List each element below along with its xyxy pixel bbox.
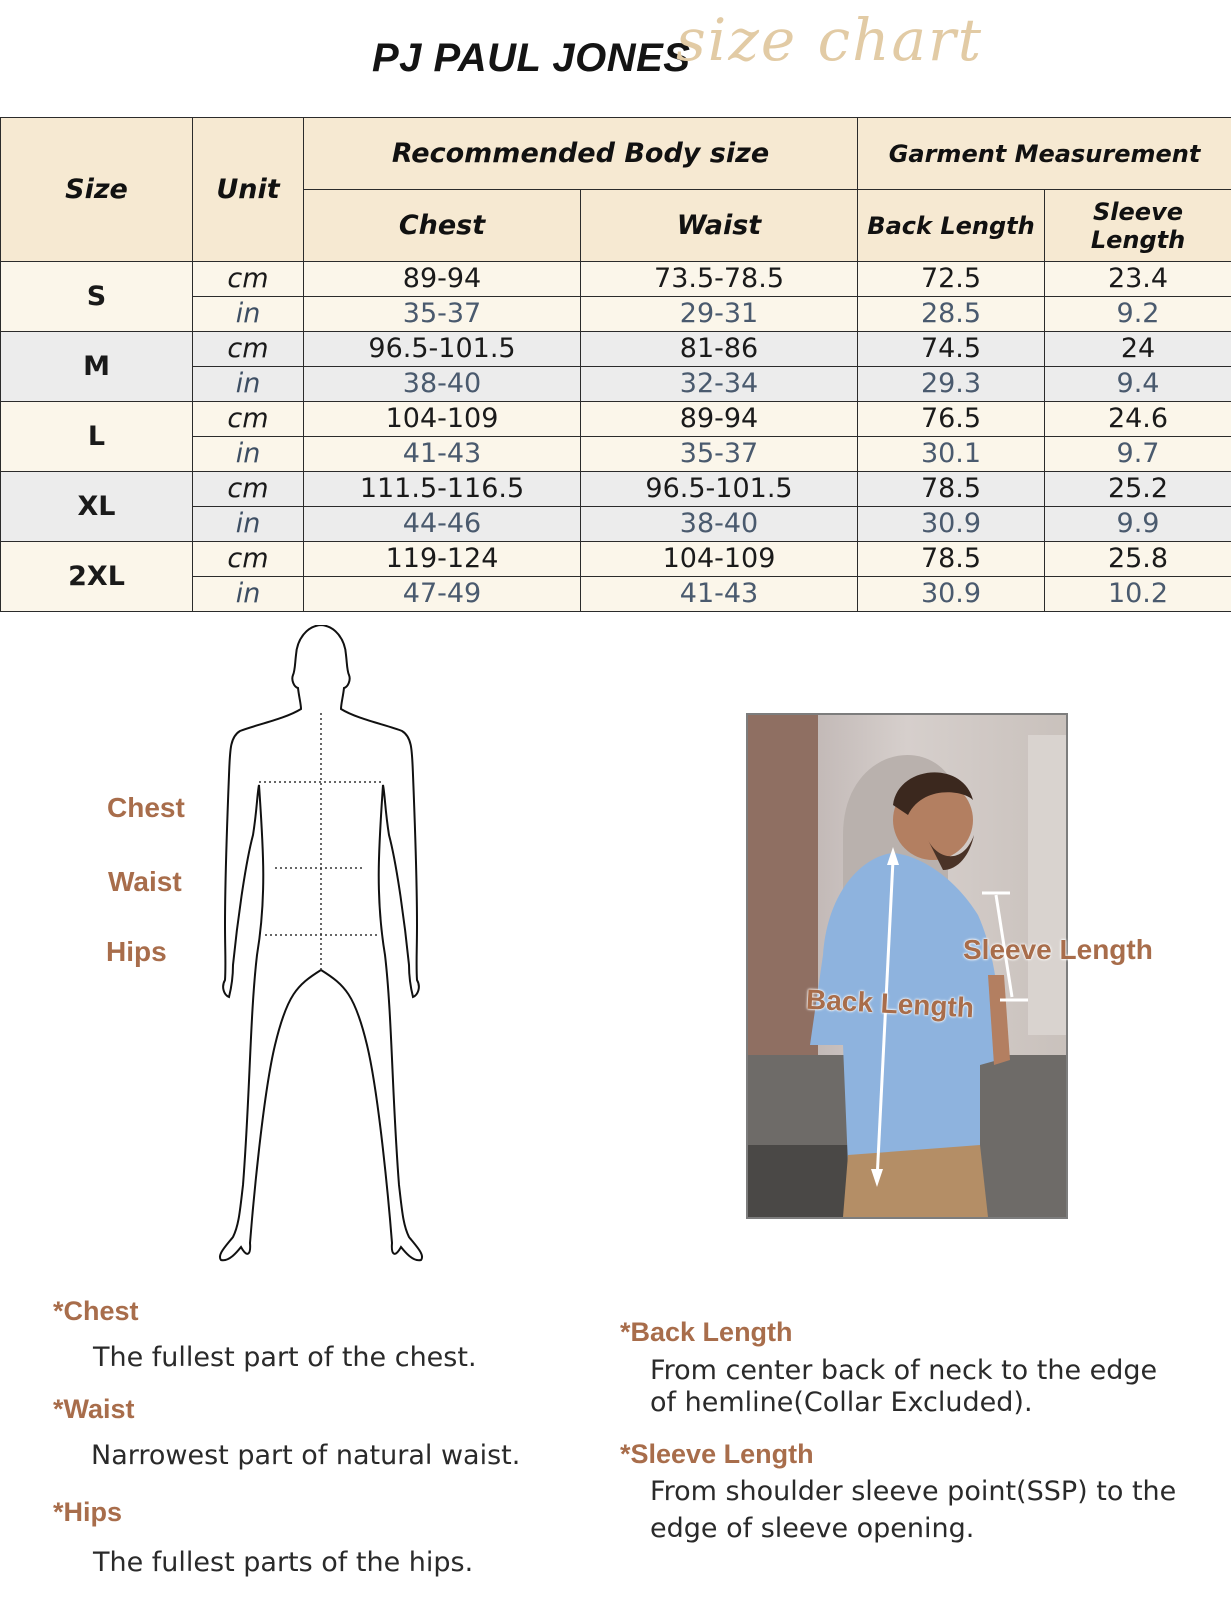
col-size-header: Size (1, 118, 193, 262)
def-back-length-text-2: of hemline(Collar Excluded). (650, 1387, 1033, 1418)
unit-cell: in (193, 297, 304, 332)
value-cell: 28.5 (858, 297, 1045, 332)
value-cell: 24.6 (1045, 402, 1231, 437)
unit-cell: cm (193, 542, 304, 577)
value-cell: 29-31 (581, 297, 858, 332)
value-cell: 73.5-78.5 (581, 262, 858, 297)
value-cell: 47-49 (304, 577, 581, 612)
value-cell: 30.1 (858, 437, 1045, 472)
value-cell: 104-109 (581, 542, 858, 577)
value-cell: 9.7 (1045, 437, 1231, 472)
value-cell: 104-109 (304, 402, 581, 437)
value-cell: 72.5 (858, 262, 1045, 297)
value-cell: 25.2 (1045, 472, 1231, 507)
value-cell: 30.9 (858, 507, 1045, 542)
def-waist-text: Narrowest part of natural waist. (91, 1440, 521, 1471)
table-row (1, 472, 1231, 507)
photo-label-back-length: Back Length (805, 983, 975, 1024)
group-body-header: Recommended Body size (304, 118, 858, 190)
size-cell: 2XL (1, 542, 193, 612)
unit-cell: in (193, 507, 304, 542)
value-cell: 89-94 (304, 262, 581, 297)
value-cell: 44-46 (304, 507, 581, 542)
size-cell: M (1, 332, 193, 402)
def-hips-heading: *Hips (53, 1497, 123, 1527)
table-row (1, 542, 1231, 577)
size-table (0, 117, 1231, 612)
value-cell: 41-43 (304, 437, 581, 472)
def-chest-text: The fullest part of the chest. (93, 1342, 477, 1373)
size-cell: XL (1, 472, 193, 542)
def-back-length-text-1: From center back of neck to the edge (650, 1355, 1158, 1386)
size-cell: S (1, 262, 193, 332)
unit-cell: cm (193, 472, 304, 507)
def-chest-heading: *Chest (53, 1296, 139, 1326)
value-cell: 96.5-101.5 (581, 472, 858, 507)
figure-label-waist: Waist (108, 866, 182, 897)
unit-cell: cm (193, 402, 304, 437)
unit-cell: cm (193, 332, 304, 367)
unit-cell: in (193, 367, 304, 402)
value-cell: 9.4 (1045, 367, 1231, 402)
value-cell: 35-37 (304, 297, 581, 332)
value-cell: 23.4 (1045, 262, 1231, 297)
value-cell: 38-40 (581, 507, 858, 542)
value-cell: 32-34 (581, 367, 858, 402)
value-cell: 35-37 (581, 437, 858, 472)
body-outline-figure (215, 625, 435, 1270)
def-sleeve-length-text-1: From shoulder sleeve point(SSP) to the (650, 1476, 1177, 1507)
value-cell: 78.5 (858, 542, 1045, 577)
value-cell: 9.9 (1045, 507, 1231, 542)
size-chart-script-title: size chart (676, 6, 984, 74)
unit-cell: in (193, 577, 304, 612)
def-back-length-heading: *Back Length (620, 1317, 793, 1347)
size-cell: L (1, 402, 193, 472)
group-garment-header: Garment Measurement (858, 118, 1231, 190)
value-cell: 74.5 (858, 332, 1045, 367)
def-hips-text: The fullest parts of the hips. (93, 1547, 474, 1578)
col-back-length-header: Back Length (858, 190, 1045, 262)
value-cell: 10.2 (1045, 577, 1231, 612)
def-waist-heading: *Waist (53, 1394, 135, 1424)
value-cell: 111.5-116.5 (304, 472, 581, 507)
model-photo (746, 713, 1068, 1219)
size-table-body (1, 262, 1231, 612)
value-cell: 25.8 (1045, 542, 1231, 577)
col-waist-header: Waist (581, 190, 858, 262)
def-sleeve-length-heading: *Sleeve Length (620, 1439, 814, 1469)
value-cell: 38-40 (304, 367, 581, 402)
col-sleeve-length-header: Sleeve Length (1045, 190, 1231, 262)
table-row (1, 402, 1231, 437)
table-row (1, 332, 1231, 367)
value-cell: 78.5 (858, 472, 1045, 507)
def-sleeve-length-text-2: edge of sleeve opening. (650, 1513, 975, 1544)
value-cell: 96.5-101.5 (304, 332, 581, 367)
value-cell: 119-124 (304, 542, 581, 577)
brand-title: PJ PAUL JONES (372, 36, 691, 80)
value-cell: 30.9 (858, 577, 1045, 612)
figure-label-hips: Hips (106, 936, 167, 967)
unit-cell: in (193, 437, 304, 472)
value-cell: 24 (1045, 332, 1231, 367)
value-cell: 41-43 (581, 577, 858, 612)
figure-label-chest: Chest (107, 792, 185, 823)
unit-cell: cm (193, 262, 304, 297)
col-chest-header: Chest (304, 190, 581, 262)
value-cell: 76.5 (858, 402, 1045, 437)
value-cell: 81-86 (581, 332, 858, 367)
value-cell: 9.2 (1045, 297, 1231, 332)
photo-label-sleeve-length: Sleeve Length (963, 934, 1153, 965)
value-cell: 89-94 (581, 402, 858, 437)
table-row (1, 262, 1231, 297)
value-cell: 29.3 (858, 367, 1045, 402)
col-unit-header: Unit (193, 118, 304, 262)
